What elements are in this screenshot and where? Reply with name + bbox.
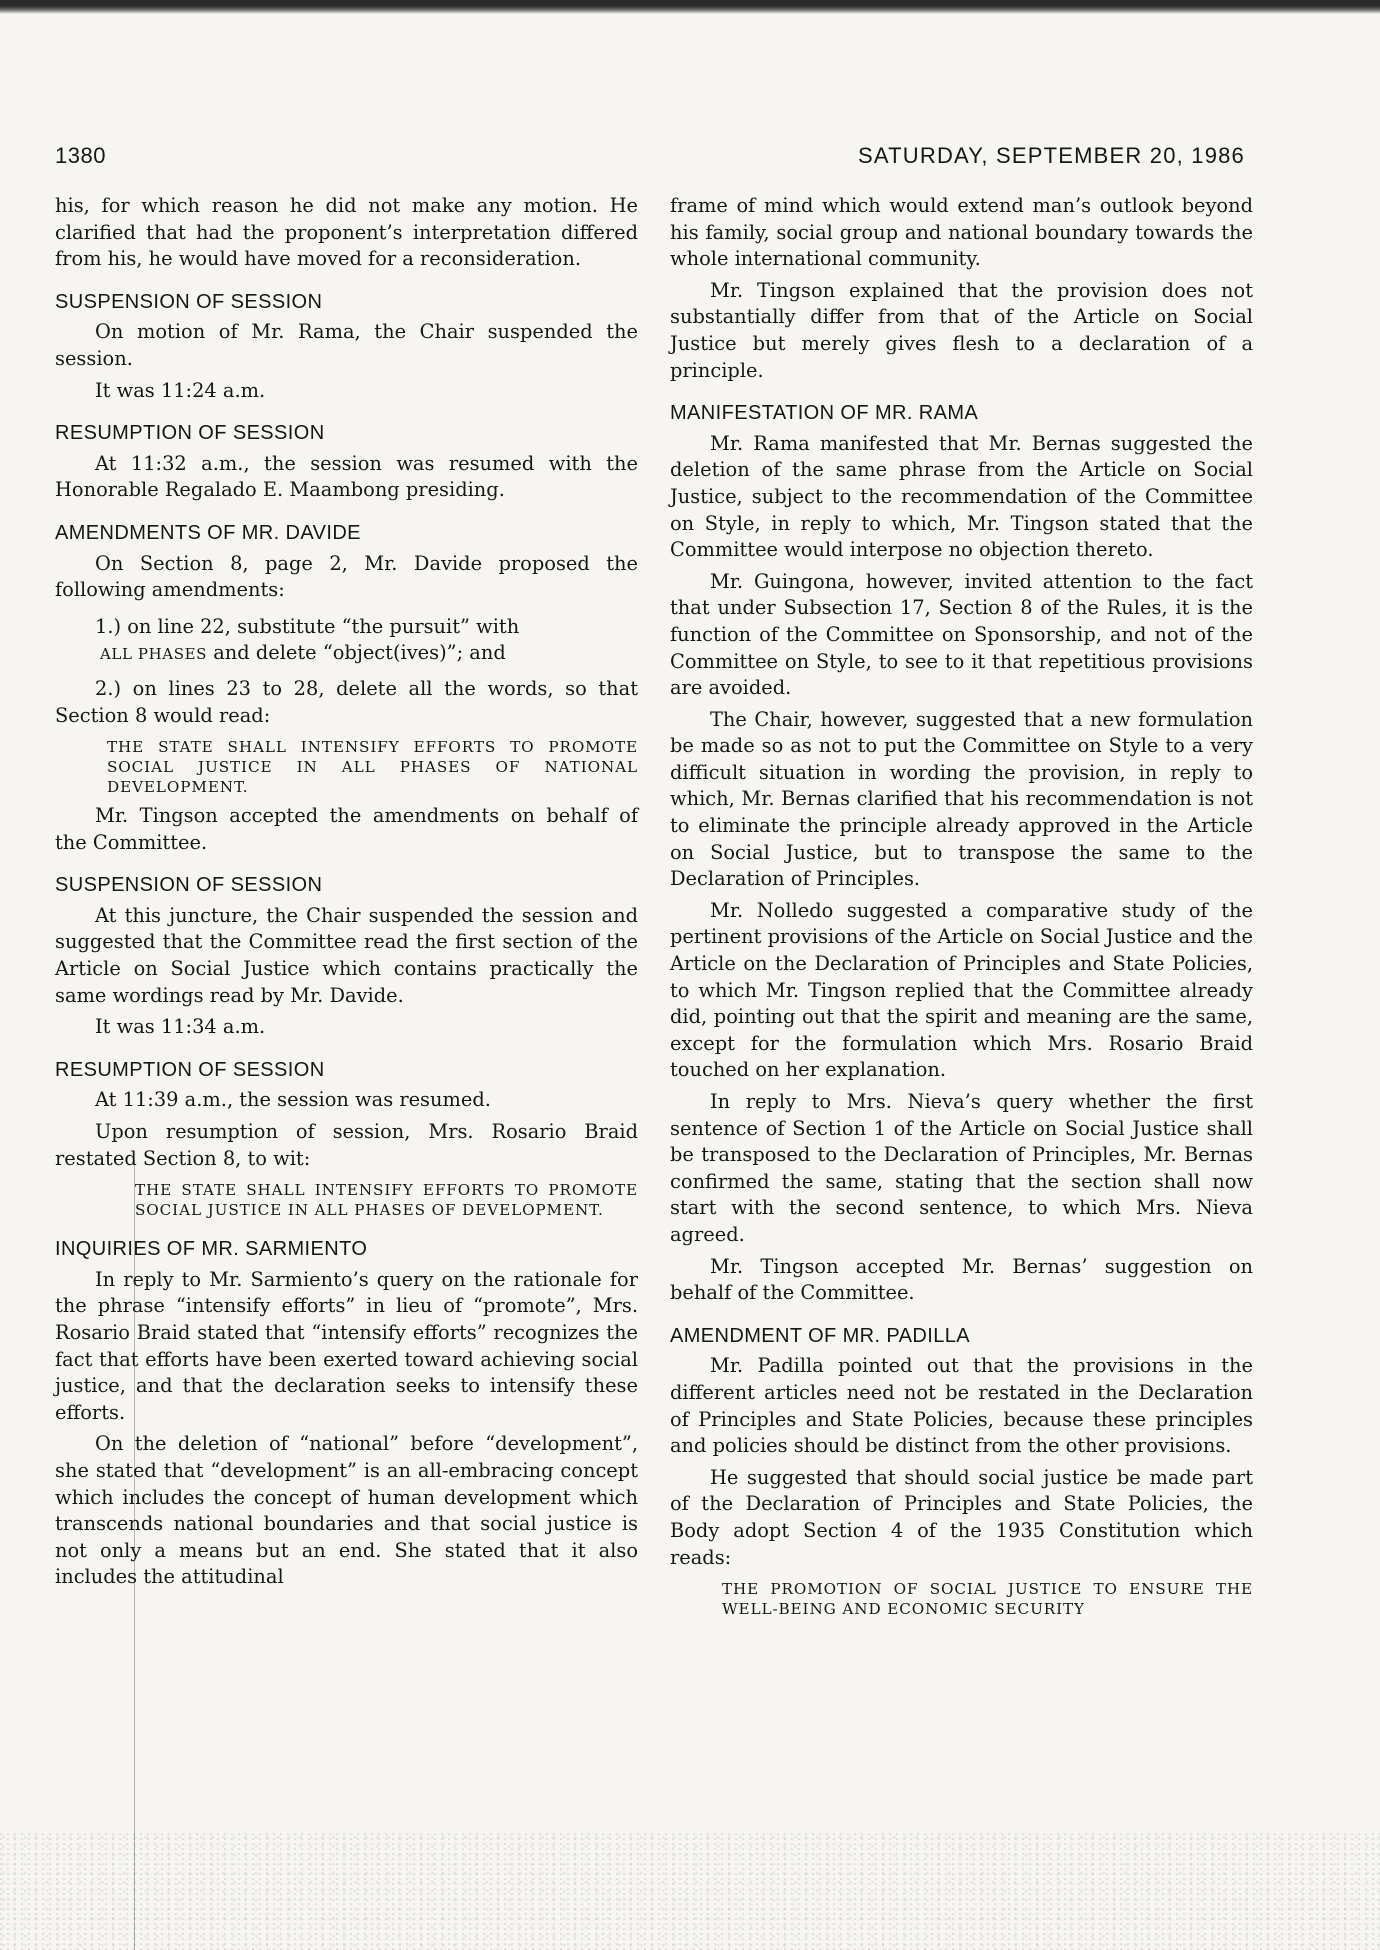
paragraph: Mr. Tingson accepted Mr. Bernas’ suggestion on behalf of the Committee. bbox=[670, 1254, 1253, 1305]
paragraph: In reply to Mrs. Nieva’s query whether the first sentence of Section 1 of the Article on Social Justice shall be transposed to the Declaration of Principles, Mr. Bernas confirmed the same, stating that the section shall now start with the second sentence, to which Mrs. Nieva agreed. bbox=[670, 1090, 1253, 1246]
block-quote: THE PROMOTION OF SOCIAL JUSTICE TO ENSURE THE WELL-BEING AND ECONOMIC SECURITY bbox=[722, 1580, 1253, 1619]
paragraph: In reply to Mr. Sarmiento’s query on the rationale for the phrase “intensify efforts” in lieu of “promote”, Mrs. Rosario Braid stated that “intensify efforts” recognizes the fact that efforts have been exerted toward achieving social justice, and that the declaration seeks to intensify these efforts. bbox=[55, 1267, 638, 1424]
paragraph: Mr. Tingson explained that the provision does not substantially differ from that of the Article on Social Justice but merely gives flesh to a declaration of a principle. bbox=[670, 278, 1253, 382]
block-quote: THE STATE SHALL INTENSIFY EFFORTS TO PROMOTE SOCIAL JUSTICE IN ALL PHASES OF NATIONAL DEVELOPMENT. bbox=[107, 738, 638, 797]
paragraph: The Chair, however, suggested that a new formulation be made so as not to put the Committee on Style to a very difficult situation in wording the provision, in reply to which, Mr. Bernas clarified that his recommendation is not to eliminate the principle already approved in the Article on Social Justice, but to transpose the same to the Declaration of Principles. bbox=[670, 707, 1253, 891]
session-date: SATURDAY, SEPTEMBER 20, 1986 bbox=[858, 143, 1245, 168]
paragraph: On Section 8, page 2, Mr. Davide proposed the following amendments: bbox=[55, 551, 638, 602]
block-quote: THE STATE SHALL INTENSIFY EFFORTS TO PROMOTE SOCIAL JUSTICE IN ALL PHASES OF DEVELOPMENT. bbox=[135, 1181, 638, 1220]
right-column bbox=[670, 193, 1253, 1625]
paragraph: Mr. Tingson accepted the amendments on behalf of the Committee. bbox=[55, 804, 638, 854]
left-column bbox=[55, 193, 638, 1591]
section-heading: RESUMPTION OF SESSION bbox=[55, 422, 325, 445]
amendment-caps: ALL PHASES bbox=[100, 645, 208, 664]
paragraph: Mr. Rama manifested that Mr. Bernas suggested the deletion of the same phrase from the Article on Social Justice, subject to the recommendation of the Committee on Style, in reply to which, Mr. Tingson stated that the Committee would interpose no objection thereto. bbox=[670, 431, 1253, 562]
section-heading: SUSPENSION OF SESSION bbox=[55, 874, 323, 897]
amendment-item-text: and delete “object(ives)”; and bbox=[213, 641, 506, 665]
section-heading: AMENDMENT OF MR. PADILLA bbox=[670, 1324, 971, 1347]
section-heading: SUSPENSION OF SESSION bbox=[55, 290, 323, 313]
paragraph: Upon resumption of session, Mrs. Rosario Braid restated Section 8, to wit: bbox=[55, 1120, 638, 1170]
section-heading: AMENDMENTS OF MR. DAVIDE bbox=[55, 521, 361, 544]
amendment-item: 2.) on lines 23 to 28, delete all the words, so that Section 8 would read: bbox=[55, 676, 638, 727]
section-heading: MANIFESTATION OF MR. RAMA bbox=[670, 402, 979, 425]
paragraph: It was 11:24 a.m. bbox=[95, 378, 266, 402]
paragraph: At 11:39 a.m., the session was resumed. bbox=[95, 1088, 491, 1112]
paragraph: frame of mind which would extend man’s outlook beyond his family, social group and national boundary towards the whole international community. bbox=[670, 194, 1253, 271]
amendment-item bbox=[55, 614, 638, 668]
paragraph: Mr. Nolledo suggested a comparative study of the pertinent provisions of the Article on Social Justice and the Article on the Declaration of Principles and State Policies, to which Mr. Tingson replied that the Committee already did, pointing out that the spirit and meaning are the same, except for the formulation which Mrs. Rosario Braid touched on her explanation. bbox=[670, 898, 1253, 1082]
paragraph: At 11:32 a.m., the session was resumed with the Honorable Regalado E. Maambong presiding. bbox=[55, 451, 638, 502]
paragraph: Mr. Guingona, however, invited attention to the fact that under Subsection 17, Section 8 of the Rules, it is the function of the Committee on Sponsorship, and not of the Committee on Style, to see to it that repetitious provisions are avoided. bbox=[670, 569, 1253, 700]
paragraph: Mr. Padilla pointed out that the provisions in the different articles need not be restated in the Declaration of Principles and State Policies, because these principles and policies should be distinct from the other provisions. bbox=[670, 1354, 1253, 1458]
amendment-item-text: 1.) on line 22, substitute “the pursuit” with bbox=[95, 614, 520, 638]
paragraph: On the deletion of “national” before “development”, she stated that “development” is an all-embracing concept which includes the concept of human development which transcends national boundaries and that social justice is not only a means but an end. She stated that it also includes the attitudinal bbox=[55, 1432, 638, 1589]
section-heading: INQUIRIES OF MR. SARMIENTO bbox=[55, 1238, 368, 1261]
paragraph: On motion of Mr. Rama, the Chair suspended the session. bbox=[55, 320, 638, 370]
section-heading: RESUMPTION OF SESSION bbox=[55, 1058, 325, 1081]
scan-top-edge bbox=[0, 0, 1380, 14]
page-number: 1380 bbox=[55, 143, 106, 168]
paragraph: He suggested that should social justice be made part of the Declaration of Principles and State Policies, the Body adopt Section 4 of the 1935 Constitution which reads: bbox=[670, 1465, 1253, 1569]
paragraph: his, for which reason he did not make any motion. He clarified that had the proponent’s interpretation differed from his, he would have moved for a reconsideration. bbox=[55, 194, 638, 271]
scan-noise bbox=[0, 1830, 1380, 1950]
paragraph: It was 11:34 a.m. bbox=[95, 1015, 266, 1039]
paragraph: At this juncture, the Chair suspended the session and suggested that the Committee read the first section of the Article on Social Justice which contains practically the same wordings read by Mr. Davide. bbox=[55, 903, 638, 1007]
